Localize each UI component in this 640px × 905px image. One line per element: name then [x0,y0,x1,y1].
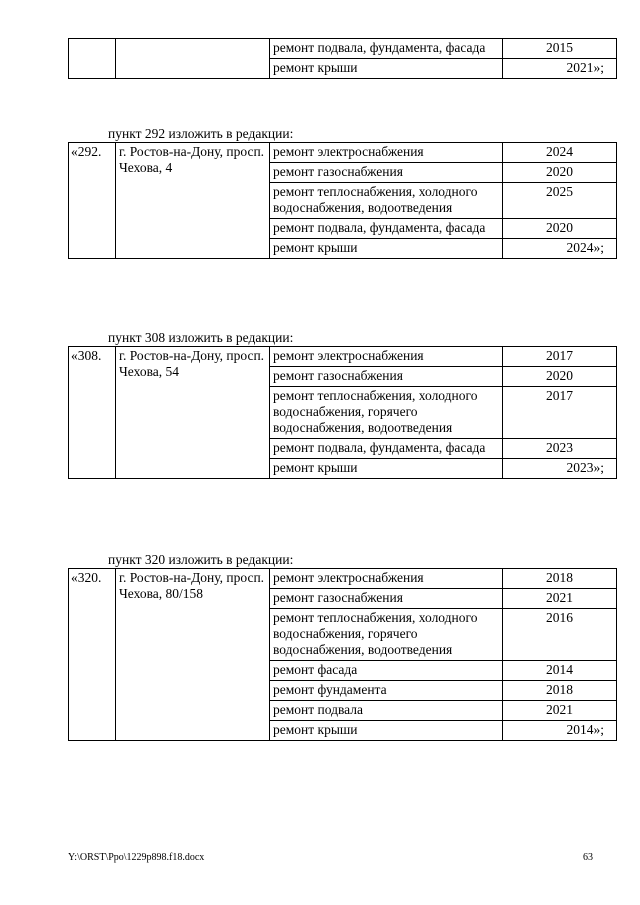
work-cell: ремонт фасада [270,661,503,681]
works-table [68,142,617,259]
work-cell: ремонт подвала, фундамента, фасада [270,219,503,239]
works-table [68,38,617,79]
work-cell: ремонт электроснабжения [270,569,503,589]
work-cell: ремонт крыши [270,59,503,79]
address-cell: г. Ростов-на-Дону, просп. Чехова, 80/158 [116,569,270,741]
year-cell: 2020 [503,367,617,387]
item-number-cell: «308. [69,347,116,479]
address-cell: г. Ростов-на-Дону, просп. Чехова, 4 [116,143,270,259]
year-cell: 2018 [503,569,617,589]
table-row [69,347,617,367]
work-cell: ремонт подвала, фундамента, фасада [270,39,503,59]
work-cell: ремонт электроснабжения [270,347,503,367]
work-cell: ремонт подвала [270,701,503,721]
work-cell: ремонт фундамента [270,681,503,701]
year-cell: 2023 [503,439,617,459]
work-cell: ремонт теплоснабжения, холодного водоснабжения, горячего водоснабжения, водоотведения [270,387,503,439]
year-cell: 2015 [503,39,617,59]
year-cell: 2017 [503,387,617,439]
year-cell: 2021 [503,701,617,721]
work-cell: ремонт крыши [270,721,503,741]
item-number-cell [69,39,116,79]
year-cell: 2024»; [503,239,617,259]
work-cell: ремонт электроснабжения [270,143,503,163]
year-cell: 2020 [503,219,617,239]
work-cell: ремонт теплоснабжения, холодного водоснабжения, водоотведения [270,183,503,219]
address-cell: г. Ростов-на-Дону, просп. Чехова, 54 [116,347,270,479]
works-table [68,568,617,741]
year-cell: 2020 [503,163,617,183]
item-number-cell: «320. [69,569,116,741]
amendment-intro: пункт 292 изложить в редакции: [108,126,294,141]
work-cell: ремонт крыши [270,459,503,479]
work-cell: ремонт газоснабжения [270,367,503,387]
work-cell: ремонт теплоснабжения, холодного водоснабжения, горячего водоснабжения, водоотведения [270,609,503,661]
year-cell: 2018 [503,681,617,701]
amendment-intro: пункт 308 изложить в редакции: [108,330,294,345]
works-table [68,346,617,479]
table-row [69,569,617,589]
work-cell: ремонт газоснабжения [270,163,503,183]
item-number-cell: «292. [69,143,116,259]
table-fragment-top [68,38,604,79]
work-cell: ремонт газоснабжения [270,589,503,609]
year-cell: 2025 [503,183,617,219]
year-cell: 2014»; [503,721,617,741]
footer-file-path: Y:\ORST\Ppo\1229p898.f18.docx [68,852,205,863]
year-cell: 2014 [503,661,617,681]
section-308 [68,346,604,479]
year-cell: 2016 [503,609,617,661]
table-row [69,39,617,59]
work-cell: ремонт подвала, фундамента, фасада [270,439,503,459]
section-320 [68,568,604,741]
address-cell [116,39,270,79]
footer-page-number: 63 [583,852,593,863]
year-cell: 2017 [503,347,617,367]
table-row [69,143,617,163]
work-cell: ремонт крыши [270,239,503,259]
year-cell: 2021»; [503,59,617,79]
year-cell: 2023»; [503,459,617,479]
year-cell: 2024 [503,143,617,163]
amendment-intro: пункт 320 изложить в редакции: [108,552,294,567]
year-cell: 2021 [503,589,617,609]
section-292 [68,142,604,259]
